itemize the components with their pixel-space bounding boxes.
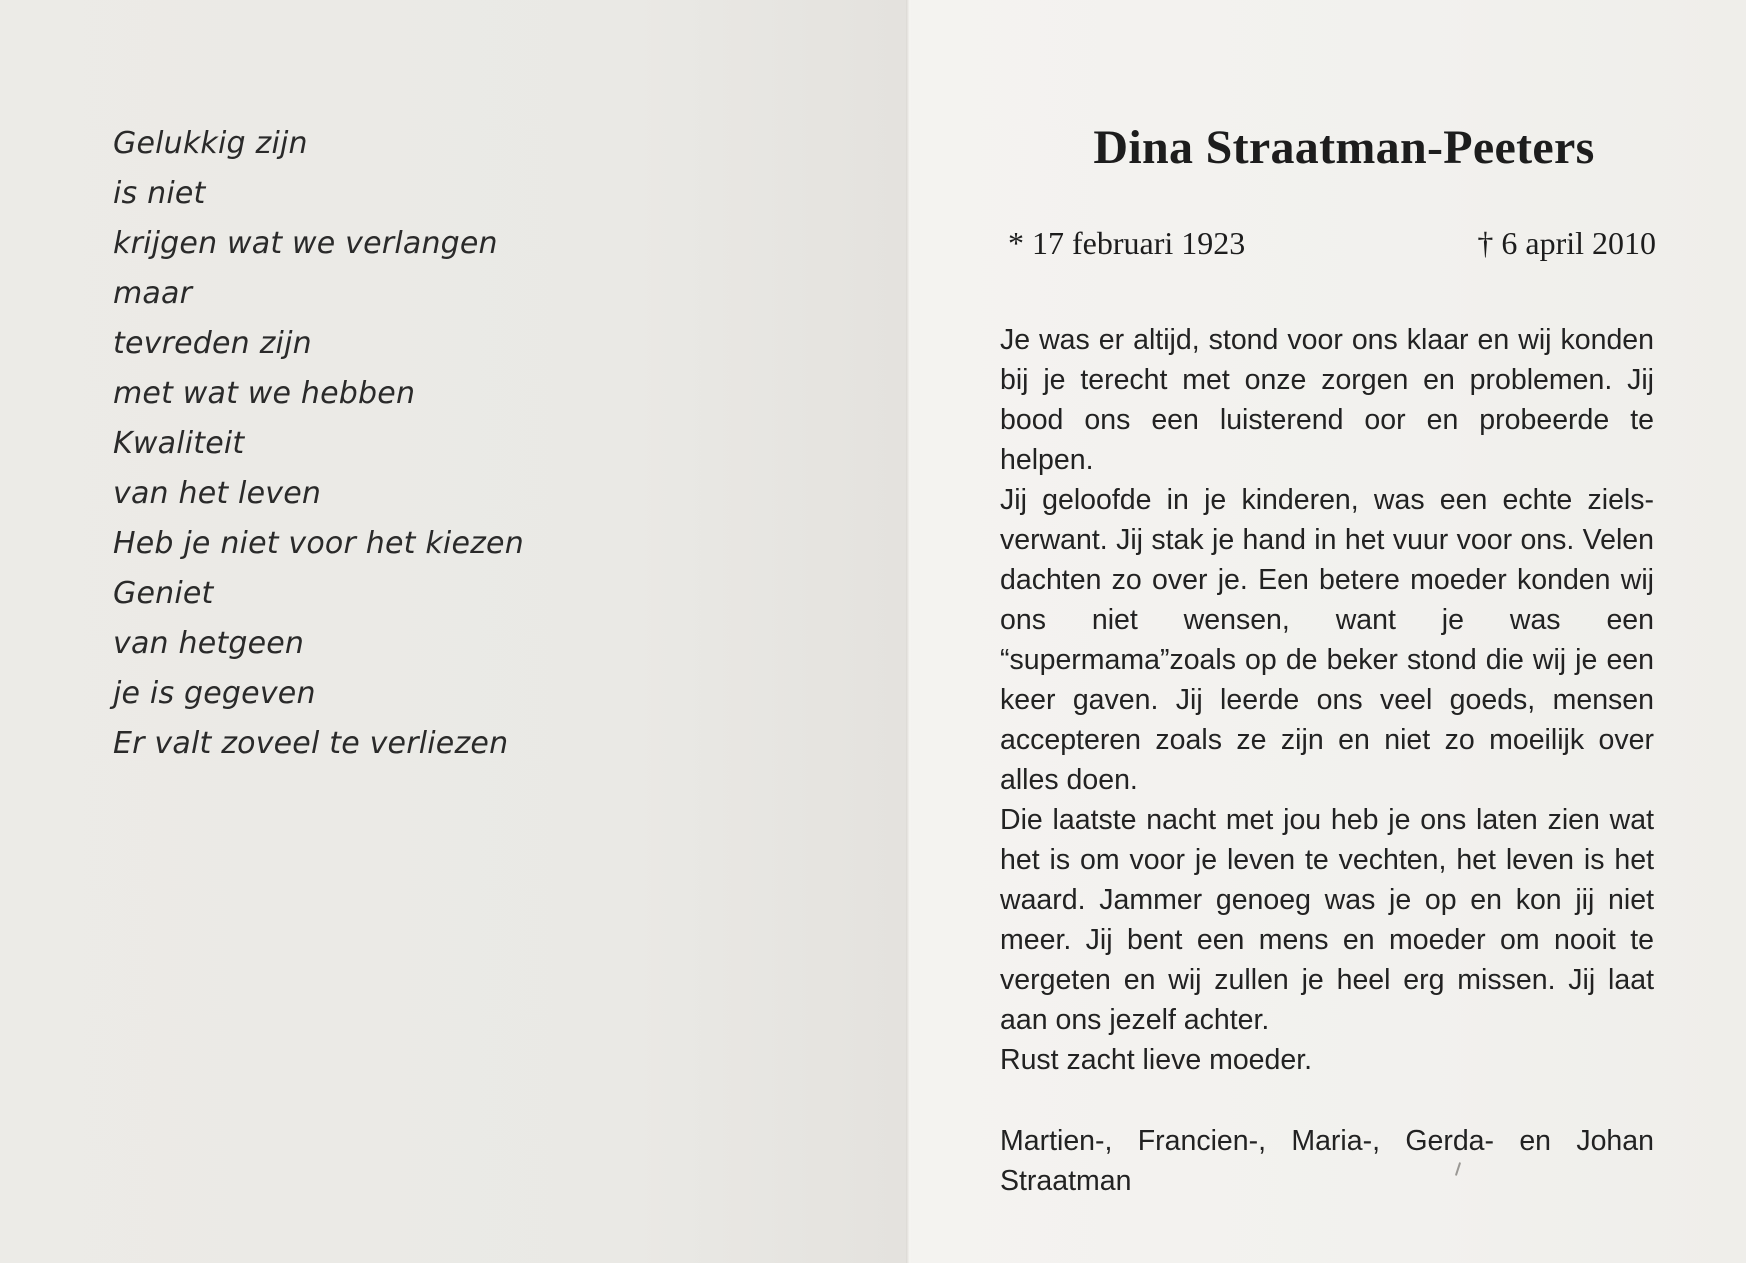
death-date: † 6 april 2010 [1477, 225, 1656, 261]
family-signature: Martien-, Francien-, Maria-, Gerda- en Johan Straatman [1000, 1125, 1654, 1197]
tribute-text [1000, 320, 1654, 1080]
poem-line: Kwaliteit [113, 426, 245, 461]
poem-line: met wat we hebben [113, 376, 416, 411]
tribute-paragraph: Die laatste nacht met jou heb je ons laten zien wat het is om voor je leven te vechten, het leven is het waard. Jammer genoeg was je op en kon jij niet meer. Jij bent een mens en moeder om nooit te vergeten en wij zullen je heel erg missen. Jij laat aan ons jezelf achter. [1000, 804, 1654, 1036]
poem-line: je is gegeven [113, 676, 316, 711]
poem-line: Er valt zoveel te verliezen [113, 726, 509, 761]
tribute-closing: Rust zacht lieve moeder. [1000, 1044, 1313, 1076]
poem-line: krijgen wat we verlangen [113, 226, 498, 261]
poem-line: tevreden zijn [113, 326, 312, 361]
poem-line: Geniet [113, 576, 214, 611]
poem [113, 119, 524, 769]
deceased-name: Dina Straatman-Peeters [1093, 121, 1595, 174]
life-dates [1008, 222, 1656, 264]
poem-line: van hetgeen [113, 626, 305, 661]
poem-line: maar [113, 276, 193, 311]
birth-date: * 17 februari 1923 [1008, 225, 1246, 261]
poem-line: Gelukkig zijn [113, 126, 308, 161]
poem-line: van het leven [113, 476, 322, 511]
tribute-paragraph: Je was er altijd, stond voor ons klaar en wij konden bij je terecht met onze zorgen en problemen. Jij bood ons een luisterend oor en probeerde te helpen. [1000, 324, 1654, 476]
poem-line: is niet [113, 176, 206, 211]
right-page [912, 0, 1746, 1263]
tribute-paragraph: Jij geloofde in je kinderen, was een echte zielsverwant. Jij stak je hand in het vuur voor ons. Velen dachten zo over je. Een betere moeder konden wij ons niet wensen, want je was een “supermama”zoals op de beker stond die wij je een keer gaven. Jij leerde ons veel goeds, mensen accepteren zoals ze zijn en niet zo moeilijk over alles doen. [1000, 484, 1654, 796]
poem-line: Heb je niet voor het kiezen [113, 526, 524, 561]
